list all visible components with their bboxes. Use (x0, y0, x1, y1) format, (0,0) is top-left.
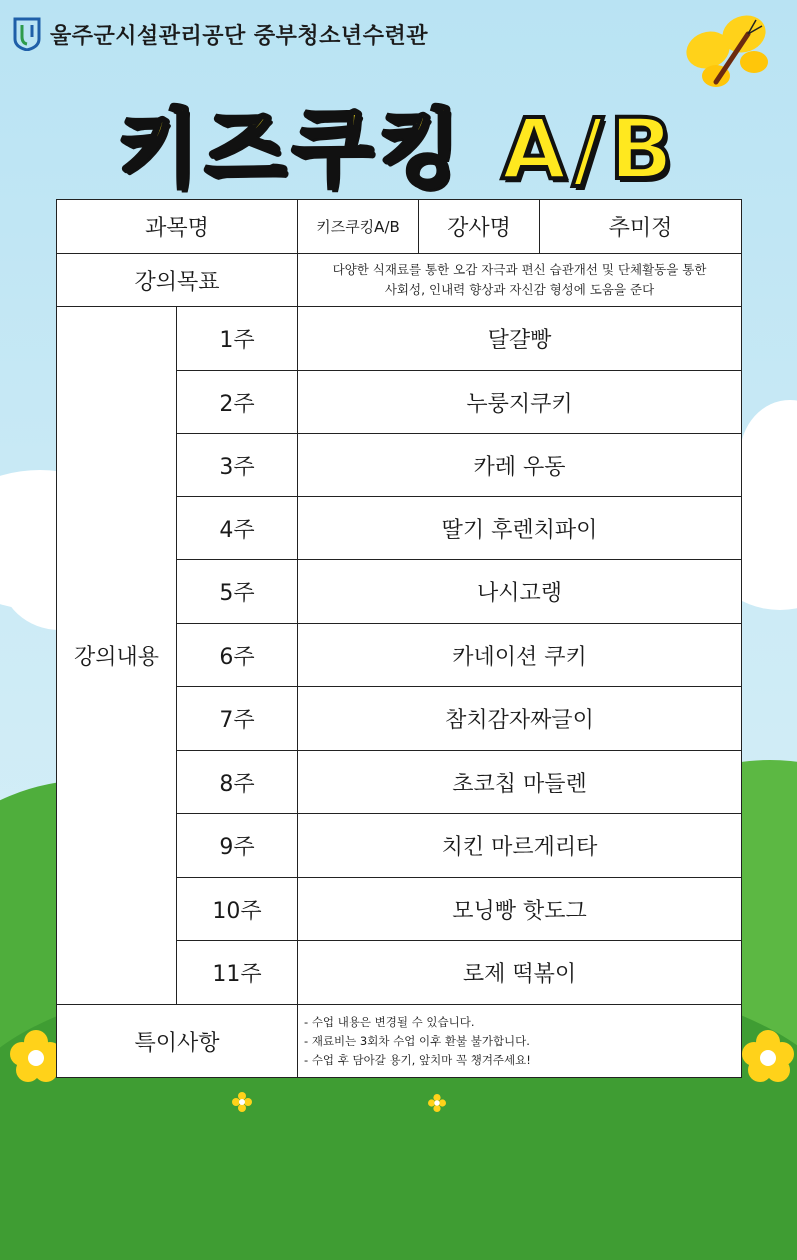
subject-value: 키즈쿠킹A/B (298, 200, 419, 254)
notes-text (298, 1005, 742, 1078)
week-number: 4주 (177, 497, 298, 560)
organization-name: 울주군시설관리공단 중부청소년수련관 (50, 23, 428, 49)
week-number: 8주 (177, 751, 298, 814)
instructor-value: 추미정 (540, 200, 742, 254)
week-number: 11주 (177, 941, 298, 1005)
week-menu: 초코칩 마들렌 (298, 751, 742, 814)
goal-line-2: 사회성, 인내력 향상과 자신감 형성에 도움을 준다 (384, 282, 655, 297)
week-menu: 카레 우동 (298, 434, 742, 497)
goal-label: 강의목표 (57, 254, 298, 307)
week-number: 6주 (177, 624, 298, 687)
note-item: - 수업 후 담아갈 용기, 앞치마 꼭 챙겨주세요! (304, 1052, 531, 1067)
note-item: - 수업 내용은 변경될 수 있습니다. (304, 1014, 475, 1029)
course-table (56, 199, 742, 1078)
week-menu: 카네이션 쿠키 (298, 624, 742, 687)
week-menu: 누룽지쿠키 (298, 371, 742, 434)
notes-row (57, 1005, 742, 1078)
header (12, 14, 428, 54)
organization-logo-icon (12, 17, 42, 51)
week-number: 10주 (177, 878, 298, 941)
week-menu: 참치감자짜글이 (298, 687, 742, 751)
instructor-label: 강사명 (419, 200, 540, 254)
week-menu: 딸기 후렌치파이 (298, 497, 742, 560)
goal-line-1: 다양한 식재료를 통한 오감 자극과 편신 습관개선 및 단체활동을 통한 (332, 262, 707, 277)
week-menu: 모닝빵 핫도그 (298, 878, 742, 941)
goal-row (57, 254, 742, 307)
goal-text (298, 254, 742, 307)
week-menu: 치킨 마르게리타 (298, 814, 742, 878)
week-row (57, 307, 742, 371)
week-number: 2주 (177, 371, 298, 434)
week-number: 3주 (177, 434, 298, 497)
week-number: 5주 (177, 560, 298, 624)
note-item: - 재료비는 3회차 수업 이후 환불 불가합니다. (304, 1033, 530, 1048)
subject-label: 과목명 (57, 200, 298, 254)
week-menu: 나시고랭 (298, 560, 742, 624)
week-number: 9주 (177, 814, 298, 878)
flower-right-icon (738, 1020, 797, 1090)
subject-row (57, 200, 742, 254)
week-menu: 달걀빵 (298, 307, 742, 371)
small-flower-icon-2 (428, 1094, 446, 1112)
content-label: 강의내용 (57, 307, 177, 1005)
notes-label: 특이사항 (57, 1005, 298, 1078)
week-number: 1주 (177, 307, 298, 371)
week-number: 7주 (177, 687, 298, 751)
page-title: 키즈쿠킹 A/B (117, 100, 680, 198)
small-flower-icon (232, 1092, 252, 1112)
week-menu: 로제 떡볶이 (298, 941, 742, 1005)
